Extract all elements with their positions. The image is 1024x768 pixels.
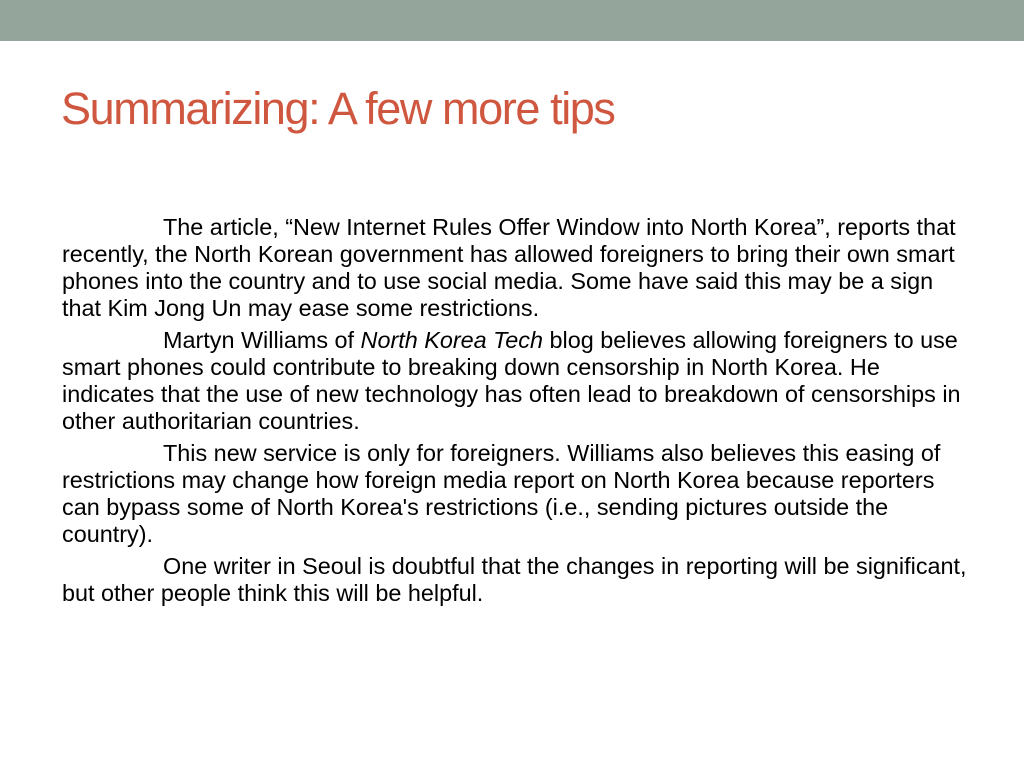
slide-body (62, 214, 972, 612)
top-accent-bar (0, 0, 1024, 41)
paragraph-williams-opinion (62, 327, 972, 435)
paragraph-foreigners-service: This new service is only for foreigners. Williams also believes this easing of restrictions may change how foreign media report on North Korea because reporters can bypass some of North Korea's restrictions (i.e., sending pictures outside the country). (62, 440, 941, 547)
paragraph-williams-lead: Martyn Williams of (163, 327, 361, 353)
paragraph-seoul-writer: One writer in Seoul is doubtful that the changes in reporting will be significant, but other people think this will be helpful. (62, 553, 967, 606)
slide-title: Summarizing: A few more tips (61, 83, 615, 134)
paragraph-article-summary: The article, “New Internet Rules Offer Window into North Korea”, reports that recently, the North Korean government has allowed foreigners to bring their own smart phones into the country and to use social media. Some have said this may be a sign that Kim Jong Un may ease some restrictions. (62, 214, 956, 321)
blog-name: North Korea Tech (360, 327, 544, 353)
paragraph-williams-rest: blog believes allowing foreigners to use smart phones could contribute to breaking down censorship in North Korea. He indicates that the use of new technology has often lead to breakdown of censorships in other authoritarian countries. (62, 327, 961, 434)
